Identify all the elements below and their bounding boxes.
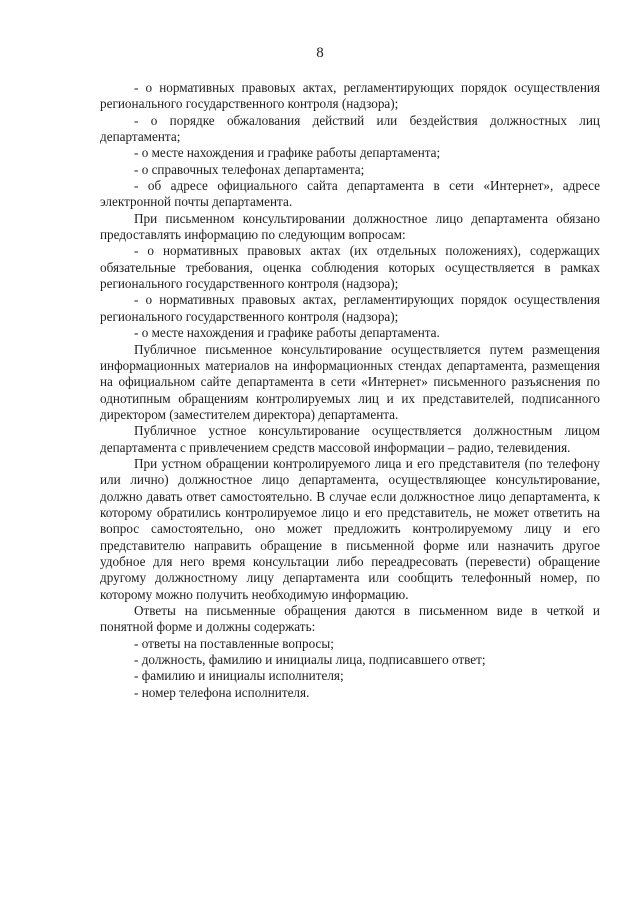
paragraph: - о нормативных правовых актах (их отдельных положениях), содержащих обязательные требования, оценка соблюдения которых осуществляется в рамках регионального государственного контроля (надзора); (100, 243, 600, 292)
paragraph: - о нормативных правовых актах, регламентирующих порядок осуществления регионального государственного контроля (надзора); (100, 292, 600, 324)
paragraph: - о месте нахождения и графике работы департамента. (134, 325, 440, 341)
paragraph: - об адресе официального сайта департамента в сети «Интернет», адресе электронной почты департамента. (100, 178, 600, 210)
list-item: - должность, фамилию и инициалы лица, подписавшего ответ; (134, 652, 486, 668)
paragraph: - о месте нахождения и графике работы департамента; (134, 145, 441, 161)
paragraph: - о справочных телефонах департамента; (134, 161, 365, 177)
paragraph: При устном обращении контролируемого лица и его представителя (по телефону или лично) должностное лицо департамента, осуществляющее консультирование, должно давать ответ самостоятельно. В случае если должностное лицо департамента, к которому обратились контролируемое лицо и его представитель, не может ответить на вопрос самостоятельно, оно может предложить контролируемому лицу и его представителю направить обращение в письменной форме или назначить другое удобное для него время консультации либо переадресовать (перевести) обращение другому должностному лицу департамента или сообщить телефонный номер, по которому можно получить необходимую информацию. (100, 455, 600, 602)
list-item: - номер телефона исполнителя. (134, 684, 310, 700)
paragraph: При письменном консультировании должностное лицо департамента обязано предоставлять информацию по следующим вопросам: (100, 210, 600, 243)
list-item: - фамилию и инициалы исполнителя; (134, 668, 344, 684)
list-item: - ответы на поставленные вопросы; (134, 635, 334, 651)
document-body (100, 80, 600, 701)
paragraph: Публичное устное консультирование осуществляется должностным лицом департамента с привлечением средств массовой информации – радио, телевидения. (100, 423, 600, 455)
paragraph: Публичное письменное консультирование осуществляется путем размещения информационных материалов на информационных стендах департамента, размещения на официальном сайте департамента в сети «Интернет» письменного разъяснения по однотипным обращениям контролируемых лиц и их представителей, подписанного директором (заместителем директора) департамента. (100, 341, 600, 422)
paragraph: - о нормативных правовых актах, регламентирующих порядок осуществления регионального государственного контроля (надзора); (100, 80, 600, 112)
page-number: 8 (316, 45, 324, 61)
paragraph: Ответы на письменные обращения даются в письменном виде в четкой и понятной форме и должны содержать: (100, 603, 600, 635)
paragraph: - о порядке обжалования действий или бездействия должностных лиц департамента; (100, 112, 600, 145)
